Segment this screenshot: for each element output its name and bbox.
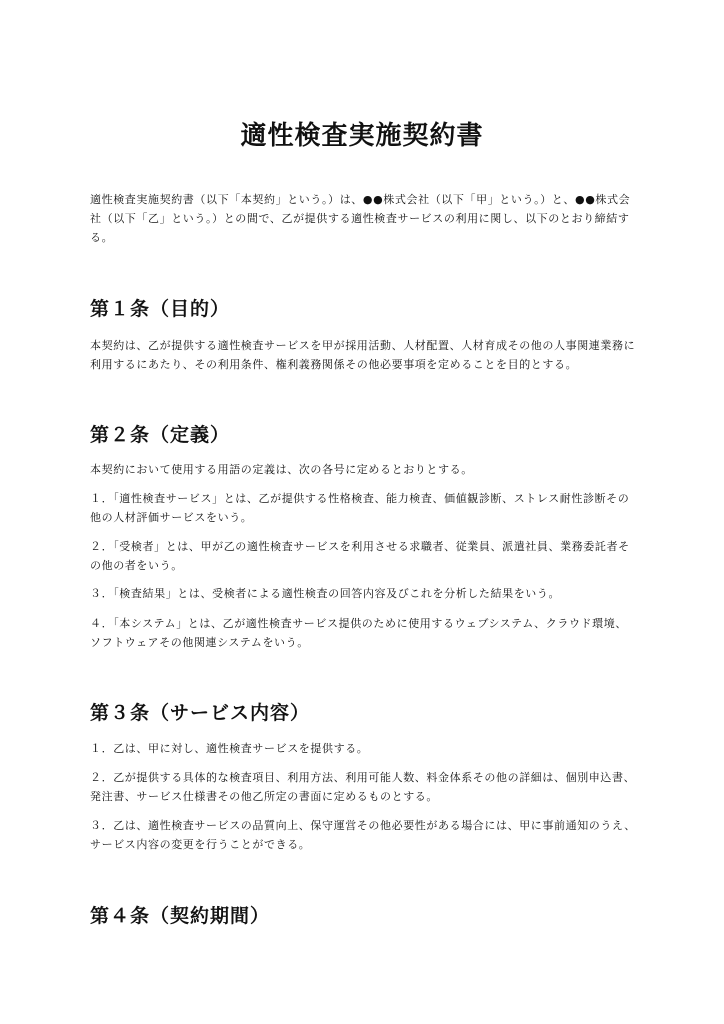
article-3-item-2: ２．乙が提供する具体的な検査項目、利用方法、利用可能人数、料金体系その他の詳細は、個別申込書、発注書、サービス仕様書その他乙所定の書面に定めるものとする。 — [90, 771, 636, 803]
article-1-heading: 第１条（目的） — [90, 298, 231, 320]
article-2-paragraph-1: 本契約において使用する用語の定義は、次の各号に定めるとおりとする。 — [90, 463, 473, 476]
article-3-heading: 第３条（サービス内容） — [90, 702, 311, 724]
article-3-item-3: ３．乙は、適性検査サービスの品質向上、保守運営その他必要性がある場合には、甲に事前通知のうえ、サービス内容の変更を行うことができる。 — [90, 819, 636, 851]
article-2-item-1: １．「適性検査サービス」とは、乙が提供する性格検査、能力検査、価値観診断、ストレス耐性診断その他の人材評価サービスをいう。 — [90, 492, 630, 524]
article-3-item-1: １．乙は、甲に対し、適性検査サービスを提供する。 — [90, 742, 369, 755]
article-2-item-2: ２．「受検者」とは、甲が乙の適性検査サービスを利用させる求職者、従業員、派遣社員、業務委託者その他の者をいう。 — [90, 540, 630, 572]
article-4-heading: 第４条（契約期間） — [90, 905, 271, 927]
article-1-paragraph-1: 本契約は、乙が提供する適性検査サービスを甲が採用活動、人材配置、人材育成その他の人事関連業務に利用するにあたり、その利用条件、権利義務関係その他必要事項を定めることを目的とする。 — [90, 339, 636, 371]
preamble: 適性検査実施契約書（以下「本契約」という。）は、●●株式会社（以下「甲」という。）と、●●株式会社（以下「乙」という。）との間で、乙が提供する適性検査サービスの利用に関し、以下のとおり締結する。 — [90, 193, 631, 244]
article-2-item-4: ４．「本システム」とは、乙が適性検査サービス提供のために使用するウェブシステム、クラウド環境、ソフトウェアその他関連システムをいう。 — [90, 617, 627, 649]
article-2-item-3: ３．「検査結果」とは、受検者による適性検査の回答内容及びこれを分析した結果をいう。 — [90, 587, 561, 600]
article-2-heading: 第２条（定義） — [90, 424, 231, 446]
document-title: 適性検査実施契約書 — [240, 121, 484, 151]
